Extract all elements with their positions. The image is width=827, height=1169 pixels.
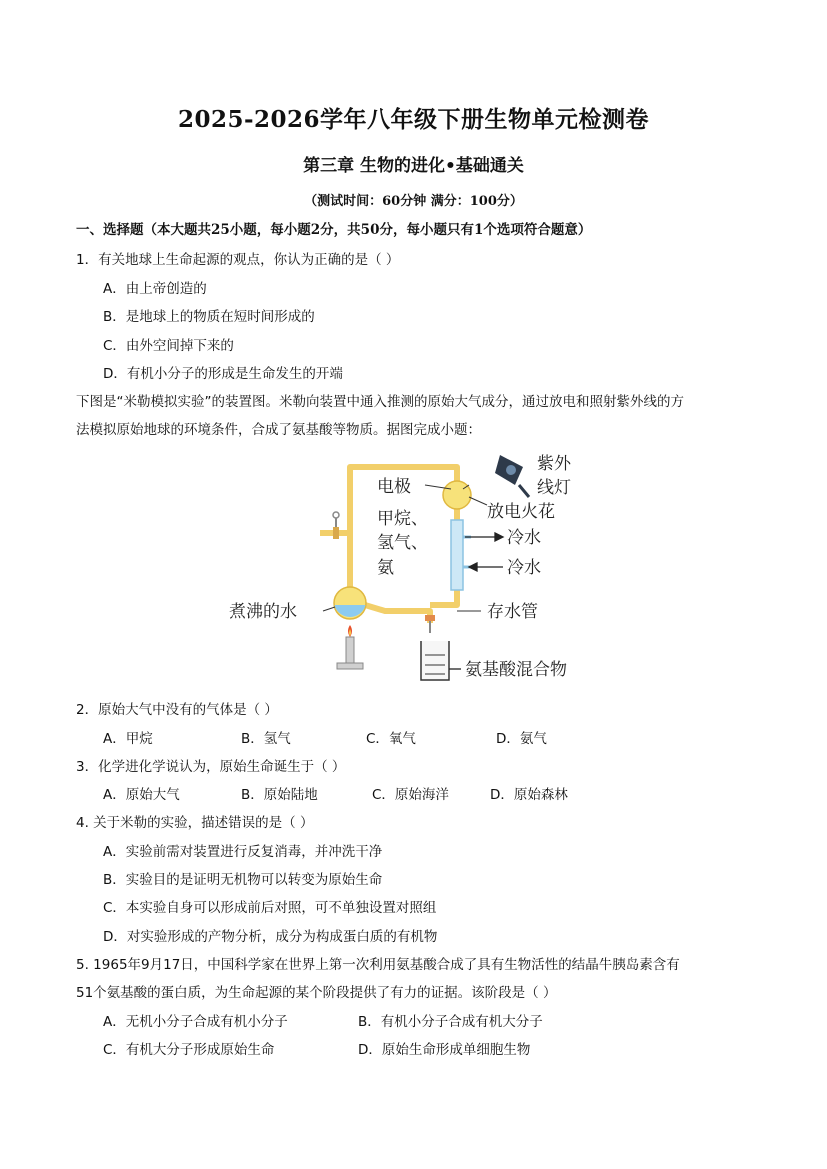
label-gas-ammonia: 氨 xyxy=(377,558,394,578)
intro-line-2: 法模拟原始地球的环境条件，合成了氨基酸等物质。据图完成小题： xyxy=(76,422,481,438)
question-4-option-b: B．实验目的是证明无机物可以转变为原始生命 xyxy=(103,872,383,888)
question-1-stem: 1．有关地球上生命起源的观点，你认为正确的是（ ） xyxy=(76,252,400,268)
label-water-tube: 存水管 xyxy=(487,602,538,622)
question-2-option-a: A．甲烷 xyxy=(103,731,153,747)
label-uv-lamp-1: 紫外 xyxy=(537,454,571,474)
question-1-option-b: B．是地球上的物质在短时间形成的 xyxy=(103,309,315,325)
question-2-option-d: D．氨气 xyxy=(496,731,547,747)
question-4-stem: 4. 关于米勒的实验，描述错误的是（ ） xyxy=(76,815,314,831)
beaker-icon xyxy=(421,641,461,680)
label-boiling-water: 煮沸的水 xyxy=(229,602,297,622)
question-1-option-d: D．有机小分子的形成是生命发生的开端 xyxy=(103,366,343,382)
burner-icon xyxy=(337,625,363,669)
label-gas-hydrogen: 氢气、 xyxy=(377,533,428,553)
question-3-option-d: D．原始森林 xyxy=(490,787,568,803)
label-cold-water-1: 冷水 xyxy=(507,528,541,548)
page-title: 2025-2026学年八年级下册生物单元检测卷 xyxy=(177,106,650,133)
question-3-option-a: A．原始大气 xyxy=(103,787,180,803)
test-meta: （测试时间：60分钟 满分：100分） xyxy=(304,194,523,209)
question-4-option-d: D．对实验形成的产物分析，成分为构成蛋白质的有机物 xyxy=(103,929,438,945)
question-3-option-c: C．原始海洋 xyxy=(372,787,449,803)
uv-lamp-icon xyxy=(495,455,529,497)
question-5-stem-line-2: 51个氨基酸的蛋白质，为生命起源的某个阶段提供了有力的证据。该阶段是（ ） xyxy=(76,985,557,1001)
question-4-option-a: A．实验前需对装置进行反复消毒，并冲洗干净 xyxy=(103,844,383,860)
question-5-option-b: B．有机小分子合成有机大分子 xyxy=(358,1014,543,1030)
label-uv-lamp-2: 线灯 xyxy=(537,478,571,498)
question-3-stem: 3．化学进化学说认为，原始生命诞生于（ ） xyxy=(76,759,346,775)
label-gas-methane: 甲烷、 xyxy=(377,509,428,529)
section-heading: 一、选择题（本大题共25小题，每小题2分，共50分，每小题只有1个选项符合题意） xyxy=(76,222,592,238)
miller-apparatus-figure xyxy=(225,445,605,690)
label-cold-water-2: 冷水 xyxy=(507,558,541,578)
question-5-option-d: D．原始生命形成单细胞生物 xyxy=(358,1042,531,1058)
question-5-stem-line-1: 5. 1965年9月17日，中国科学家在世界上第一次利用氨基酸合成了具有生物活性的结晶牛胰岛素含有 xyxy=(76,957,680,973)
question-2-option-c: C．氧气 xyxy=(366,731,416,747)
question-5-option-c: C．有机大分子形成原始生命 xyxy=(103,1042,275,1058)
boiling-flask-icon xyxy=(334,587,366,619)
question-4-option-c: C．本实验自身可以形成前后对照，可不单独设置对照组 xyxy=(103,900,437,916)
spark-flask-icon xyxy=(425,481,471,509)
label-spark: 放电火花 xyxy=(487,502,555,522)
label-electrode: 电极 xyxy=(377,477,411,497)
page-subtitle: 第三章 生物的进化•基础通关 xyxy=(303,156,524,176)
condenser-icon xyxy=(451,520,471,590)
stopcock-icon xyxy=(333,512,339,539)
drain-valve-icon xyxy=(425,615,435,633)
question-1-option-a: A．由上帝创造的 xyxy=(103,281,207,297)
question-5-option-a: A．无机小分子合成有机小分子 xyxy=(103,1014,288,1030)
question-2-stem: 2．原始大气中没有的气体是（ ） xyxy=(76,702,278,718)
question-3-option-b: B．原始陆地 xyxy=(241,787,318,803)
question-1-option-c: C．由外空间掉下来的 xyxy=(103,338,234,354)
intro-line-1: 下图是“米勒模拟实验”的装置图。米勒向装置中通入推测的原始大气成分，通过放电和照射紫外线的方 xyxy=(76,394,684,410)
label-amino-mix: 氨基酸混合物 xyxy=(465,660,567,680)
question-2-option-b: B．氢气 xyxy=(241,731,291,747)
